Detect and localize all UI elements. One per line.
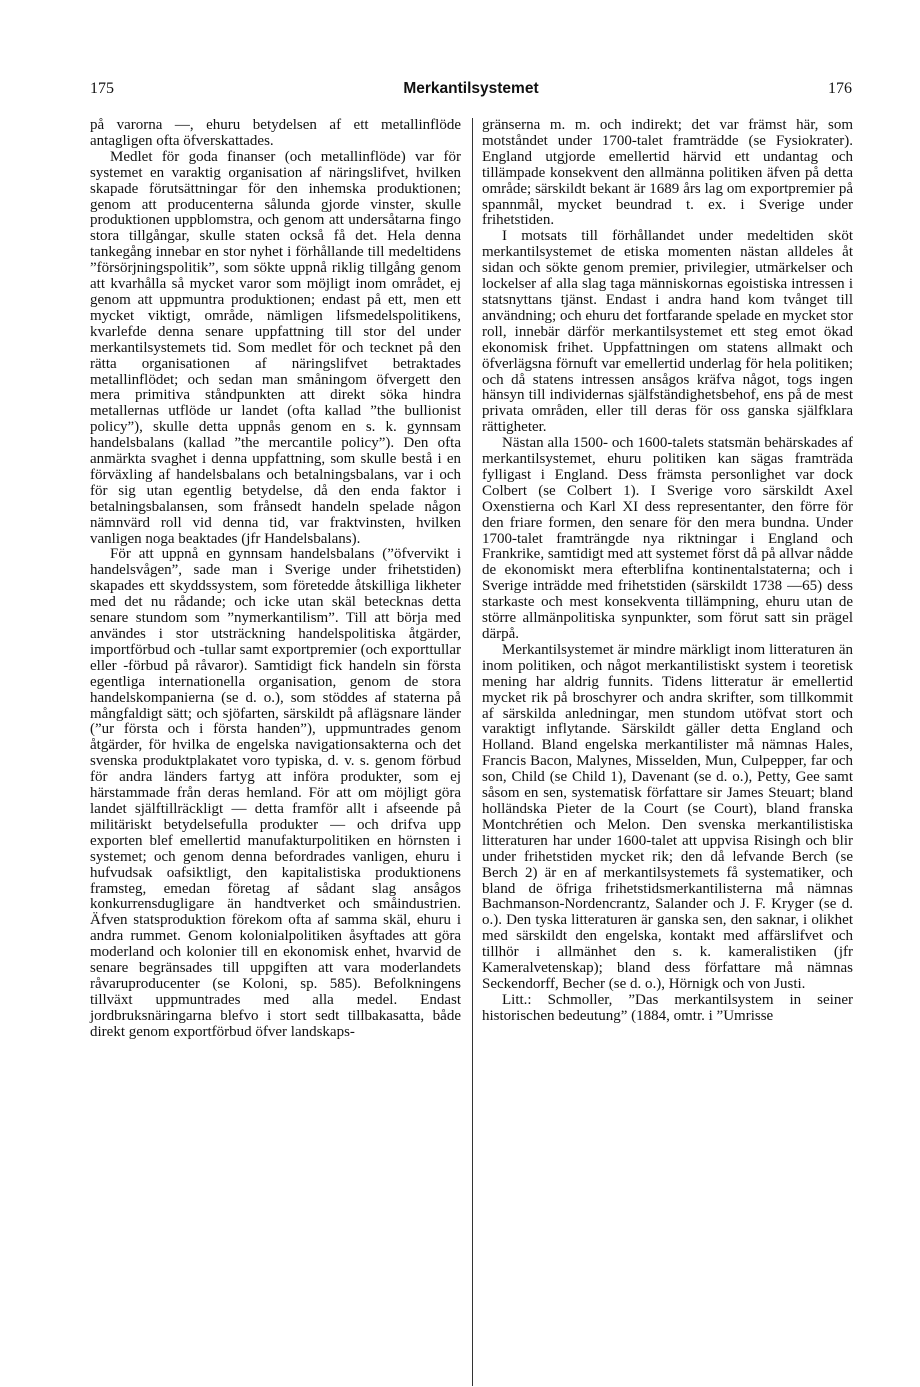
right-column bbox=[482, 118, 853, 1025]
paragraph: gränserna m. m. och indirekt; det var främst här, som motståndet under 1700-talet framträdde (se Fysiokrater). England utgjorde emellertid härvid ett undantag och tillämpade konsekvent den allmänna politiken äfven på detta område; särskildt bekant är 1689 års lag om exportpremier på spannmål, mycket beundrad t. ex. i Sverige under frihetstiden. bbox=[482, 117, 853, 229]
column-divider bbox=[472, 118, 473, 1386]
left-column bbox=[90, 118, 461, 1041]
running-title: Merkantilsystemet bbox=[403, 80, 539, 97]
paragraph: Nästan alla 1500- och 1600-talets statsmän behärskades af merkantilsystemet, ehuru politiken kan sägas framträda fylligast i England. Dess främsta personlighet var dock Colbert (se Colbert 1). I Sverige voro särskildt Axel Oxenstierna och Karl XI dess representanter, den förre för den friare formen, den senare för den mera bundna. Under 1700-talet framträngde nya riktningar i England och Frankrike, samtidigt med att systemet först då på allvar nådde de ekonomiskt mera efterblifna kontinentalstaterna; och i Sverige inträdde med frihetstiden (särskildt 1738 —65) dess starkaste och mest konsekventa tillämpning, ehuru utan de större allmänpolitiska synpunkter, som förut satt sin prägel därpå. bbox=[482, 435, 853, 642]
paragraph: Merkantilsystemet är mindre märkligt inom litteraturen än inom politiken, och något merkantilistiskt system i teoretisk mening har aldrig funnits. Tidens litteratur är emellertid mycket rik på broschyrer och andra skrifter, som tillkommit af särskilda anledningar, men stundom utöfvat stort och varaktigt inflytande. Särskildt gäller detta England och Holland. Bland engelska merkantilister må nämnas Hales, Francis Bacon, Malynes, Misselden, Mun, Culpepper, far och son, Child (se Child 1), Davenant (se d. o.), Petty, Gee samt såsom en sen, systematisk författare sir James Steuart; bland holländska Pieter de la Court (se Court), bland franska Montchrétien och Melon. Den svenska merkantilistiska litteraturen har under 1600-talet att uppvisa Risingh och blir under frihetstiden mycket rik; den då lefvande Berch (se Berch 2) är en af merkantilsystemets få systematiker, och bland de öfriga frihetstidsmerkantilisterna må nämnas Bachmanson-Nordencrantz, Salander och J. F. Kryger (se d. o.). Den tyska litteraturen är ganska sen, den saknar, i olikhet med särskildt den engelska, kontakt med affärslifvet och tillhör i allmänhet den s. k. kameralistiken (jfr Kameralvetenskap); bland dess författare må nämnas Seckendorff, Becher (se d. o.), Hörnigk och von Justi. bbox=[482, 641, 853, 992]
paragraph: För att uppnå en gynnsam handelsbalans (”öfvervikt i handelsvågen”, sade man i Sverige under frihetstiden) skapades ett skyddssystem, som företedde åtskilliga likheter med det nu rådande; och icke utan skäl betecknas detta senare stundom som ”nymerkantilism”. Till att börja med användes i stor utsträckning handelspolitiska åtgärder, importförbud och -tullar samt exportpremier (och exporttullar eller -förbud på råvaror). Samtidigt fick handeln sin första egentliga internationella organisation, genom de stora handelskompanierna (se d. o.), som stöddes af staterna på mångfaldigt sätt; och sjöfarten, särskildt på aflägsnare länder (”ur första och i första handen”), uppmuntrades genom åtgärder, för hvilka de engelska navigationsakterna och det svenska produktplakatet voro typiska, d. v. s. genom förbud för andra länders fartyg att införa produkter, som ej härstammade från deras hemland. För att om möjligt göra landet själftillräckligt — detta framför allt i afseende på militäriskt betydelsefulla produkter — och drifva upp exporten blef emellertid manufakturpolitiken en hörnsten i systemet; och genom denna befordrades vanligen, ehuru i hufvudsak oafsiktligt, den kapitalistiska produktionens framsteg, emedan företag af sådant slag ansågos konkurrensdugligare än handtverket och småindustrien. Äfven statsproduktion förekom ofta af samma skäl, ehuru i andra rummet. Genom kolonialpolitiken åsyftades att göra moderland och kolonier till en ekonomisk enhet, hvarvid de senare begränsades till uppgiften att vara moderlandets råvaruproducenter (se Koloni, sp. 585). Befolkningens tillväxt uppmuntrades med alla medel. Endast jordbruksnäringarna blefvo i stort sedt tillbakasatta, både direkt genom exportförbud öfver landskaps- bbox=[90, 546, 461, 1040]
page-number-right: 176 bbox=[828, 80, 852, 97]
paragraph: Medlet för goda finanser (och metallinflöde) var för systemet en varaktig organisation af näringslifvet, hvilken skapade förutsättningar för den inhemska produktionen; genom att producenterna sålunda gjorde vinster, skulle produktionen uppblomstra, och genom att undersåtarna fingo stora tillgångar, skulle staten också få det. Hela denna tankegång innebar en stor nyhet i förhållande till medeltidens ”försörjningspolitik”, som sökte uppnå riklig tillgång genom att kvarhålla så mycket varor som möjligt inom området, ej genom att uppmuntra produktionen; endast på ett, men ett mycket viktigt, område, nämligen lifsmedelspolitikens, kvarlefde denna senare uppfattning till stor del under merkantilsystemets tid. Som medlet för och tecknet på den rätta organisationen af näringslifvet betraktades metallinflödet; och sedan man småningom öfvergett den mera primitiva ståndpunkten att direkt söka hindra metallernas utflöde ur landet (ofta kallad ”the bullionist policy”), skulle detta uppnås genom en s. k. gynnsam handelsbalans (kallad ”the mercantile policy”). Den ofta anmärkta svaghet i denna uppfattning, som skulle bestå i en förväxling af handelsbalans och betalningsbalans, var i och för sig utan egentlig betydelse, då den enda faktor i betalningsbalansen, som frånsedt handeln spelade någon nämnvärd roll vid denna tid, var fraktvinsten, hvilken vanligen noga beaktades (jfr Handelsbalans). bbox=[90, 148, 461, 547]
page-number-left: 175 bbox=[90, 80, 114, 97]
paragraph: I motsats till förhållandet under medeltiden sköt merkantilsystemet de etiska momenten nästan alldeles åt sidan och sökte genom premier, privilegier, utmärkelser och lockelser af alla slag taga människornas egoistiska intressen i statsnyttans tjänst. Endast i andra hand kom tvånget till användning; och ehuru det fortfarande spelade en mycket stor roll, innebär därför merkantilsystemet ett steg emot ökad ekonomisk frihet. Uppfattningen om statens allmakt och öfverlägsna förnuft var emellertid underlag för hela politiken; och då statens intressen ansågos kräfva något, togs ingen hänsyn till individernas själfständighetsbehof, ens på de mest privata områden, eller till deras för oss ganska själfklara rättigheter. bbox=[482, 228, 853, 436]
paragraph: på varorna —, ehuru betydelsen af ett metallinflöde antagligen ofta öfverskattades. bbox=[90, 117, 461, 149]
page-header bbox=[90, 80, 852, 106]
literature-reference: Litt.: Schmoller, ”Das merkantilsystem in seiner historischen bedeutung” (1884, omtr. i ”Umrisse bbox=[482, 991, 853, 1024]
